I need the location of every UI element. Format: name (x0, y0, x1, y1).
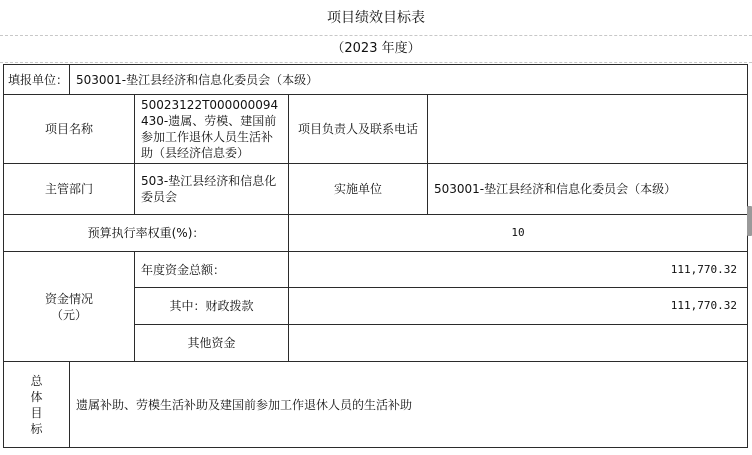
reporting-unit-value: 503001-垫江县经济和信息化委员会（本级） (76, 72, 319, 87)
project-name-value: 50023122T000000094430-遗属、劳模、建国前参加工作退休人员生活补助（县经济信息委） (141, 98, 279, 160)
implementing-unit-label: 实施单位 (333, 182, 382, 196)
budget-weight-label: 预算执行率权重(%)： (87, 226, 205, 240)
department-label: 主管部门 (44, 182, 93, 196)
funds-other-value (289, 325, 747, 361)
funds-total-value: 111,770.32 (670, 262, 737, 276)
funds-label-line1: 资金情况 (44, 291, 93, 306)
funds-other-label: 其他资金 (187, 336, 236, 350)
goal-label-char: 总 (30, 373, 43, 388)
goal-label-char: 体 (30, 389, 43, 404)
project-contact-label: 项目负责人及联系电话 (297, 122, 418, 136)
overall-goal-value: 遗属补助、劳模生活补助及建国前参加工作退休人员的生活补助 (76, 397, 413, 412)
goal-label-char: 目 (30, 405, 43, 420)
funds-fiscal-label: 其中：财政拨款 (169, 299, 254, 313)
sheet-title: 项目绩效目标表 (327, 9, 425, 26)
grid-separator (0, 62, 752, 63)
project-contact-value (428, 95, 747, 163)
reporting-unit-label: 填报单位： (8, 72, 69, 87)
funds-label (4, 252, 134, 361)
sheet-year: （2023 年度） (331, 41, 421, 56)
scroll-handle[interactable] (747, 206, 752, 236)
table-rule (3, 447, 747, 448)
funds-fiscal-value: 111,770.32 (670, 299, 737, 312)
funds-total-label: 年度资金总额： (141, 262, 226, 277)
funds-label-line2: （元） (50, 307, 87, 322)
project-name-label: 项目名称 (44, 122, 93, 136)
department-value: 503-垫江县经济和信息化委员会 (141, 174, 277, 204)
budget-weight-value: 10 (511, 226, 525, 239)
overall-goal-label (4, 362, 69, 447)
goal-label-char: 标 (30, 421, 43, 436)
table-rule (747, 64, 748, 448)
implementing-unit-value: 503001-垫江县经济和信息化委员会（本级） (434, 182, 677, 196)
